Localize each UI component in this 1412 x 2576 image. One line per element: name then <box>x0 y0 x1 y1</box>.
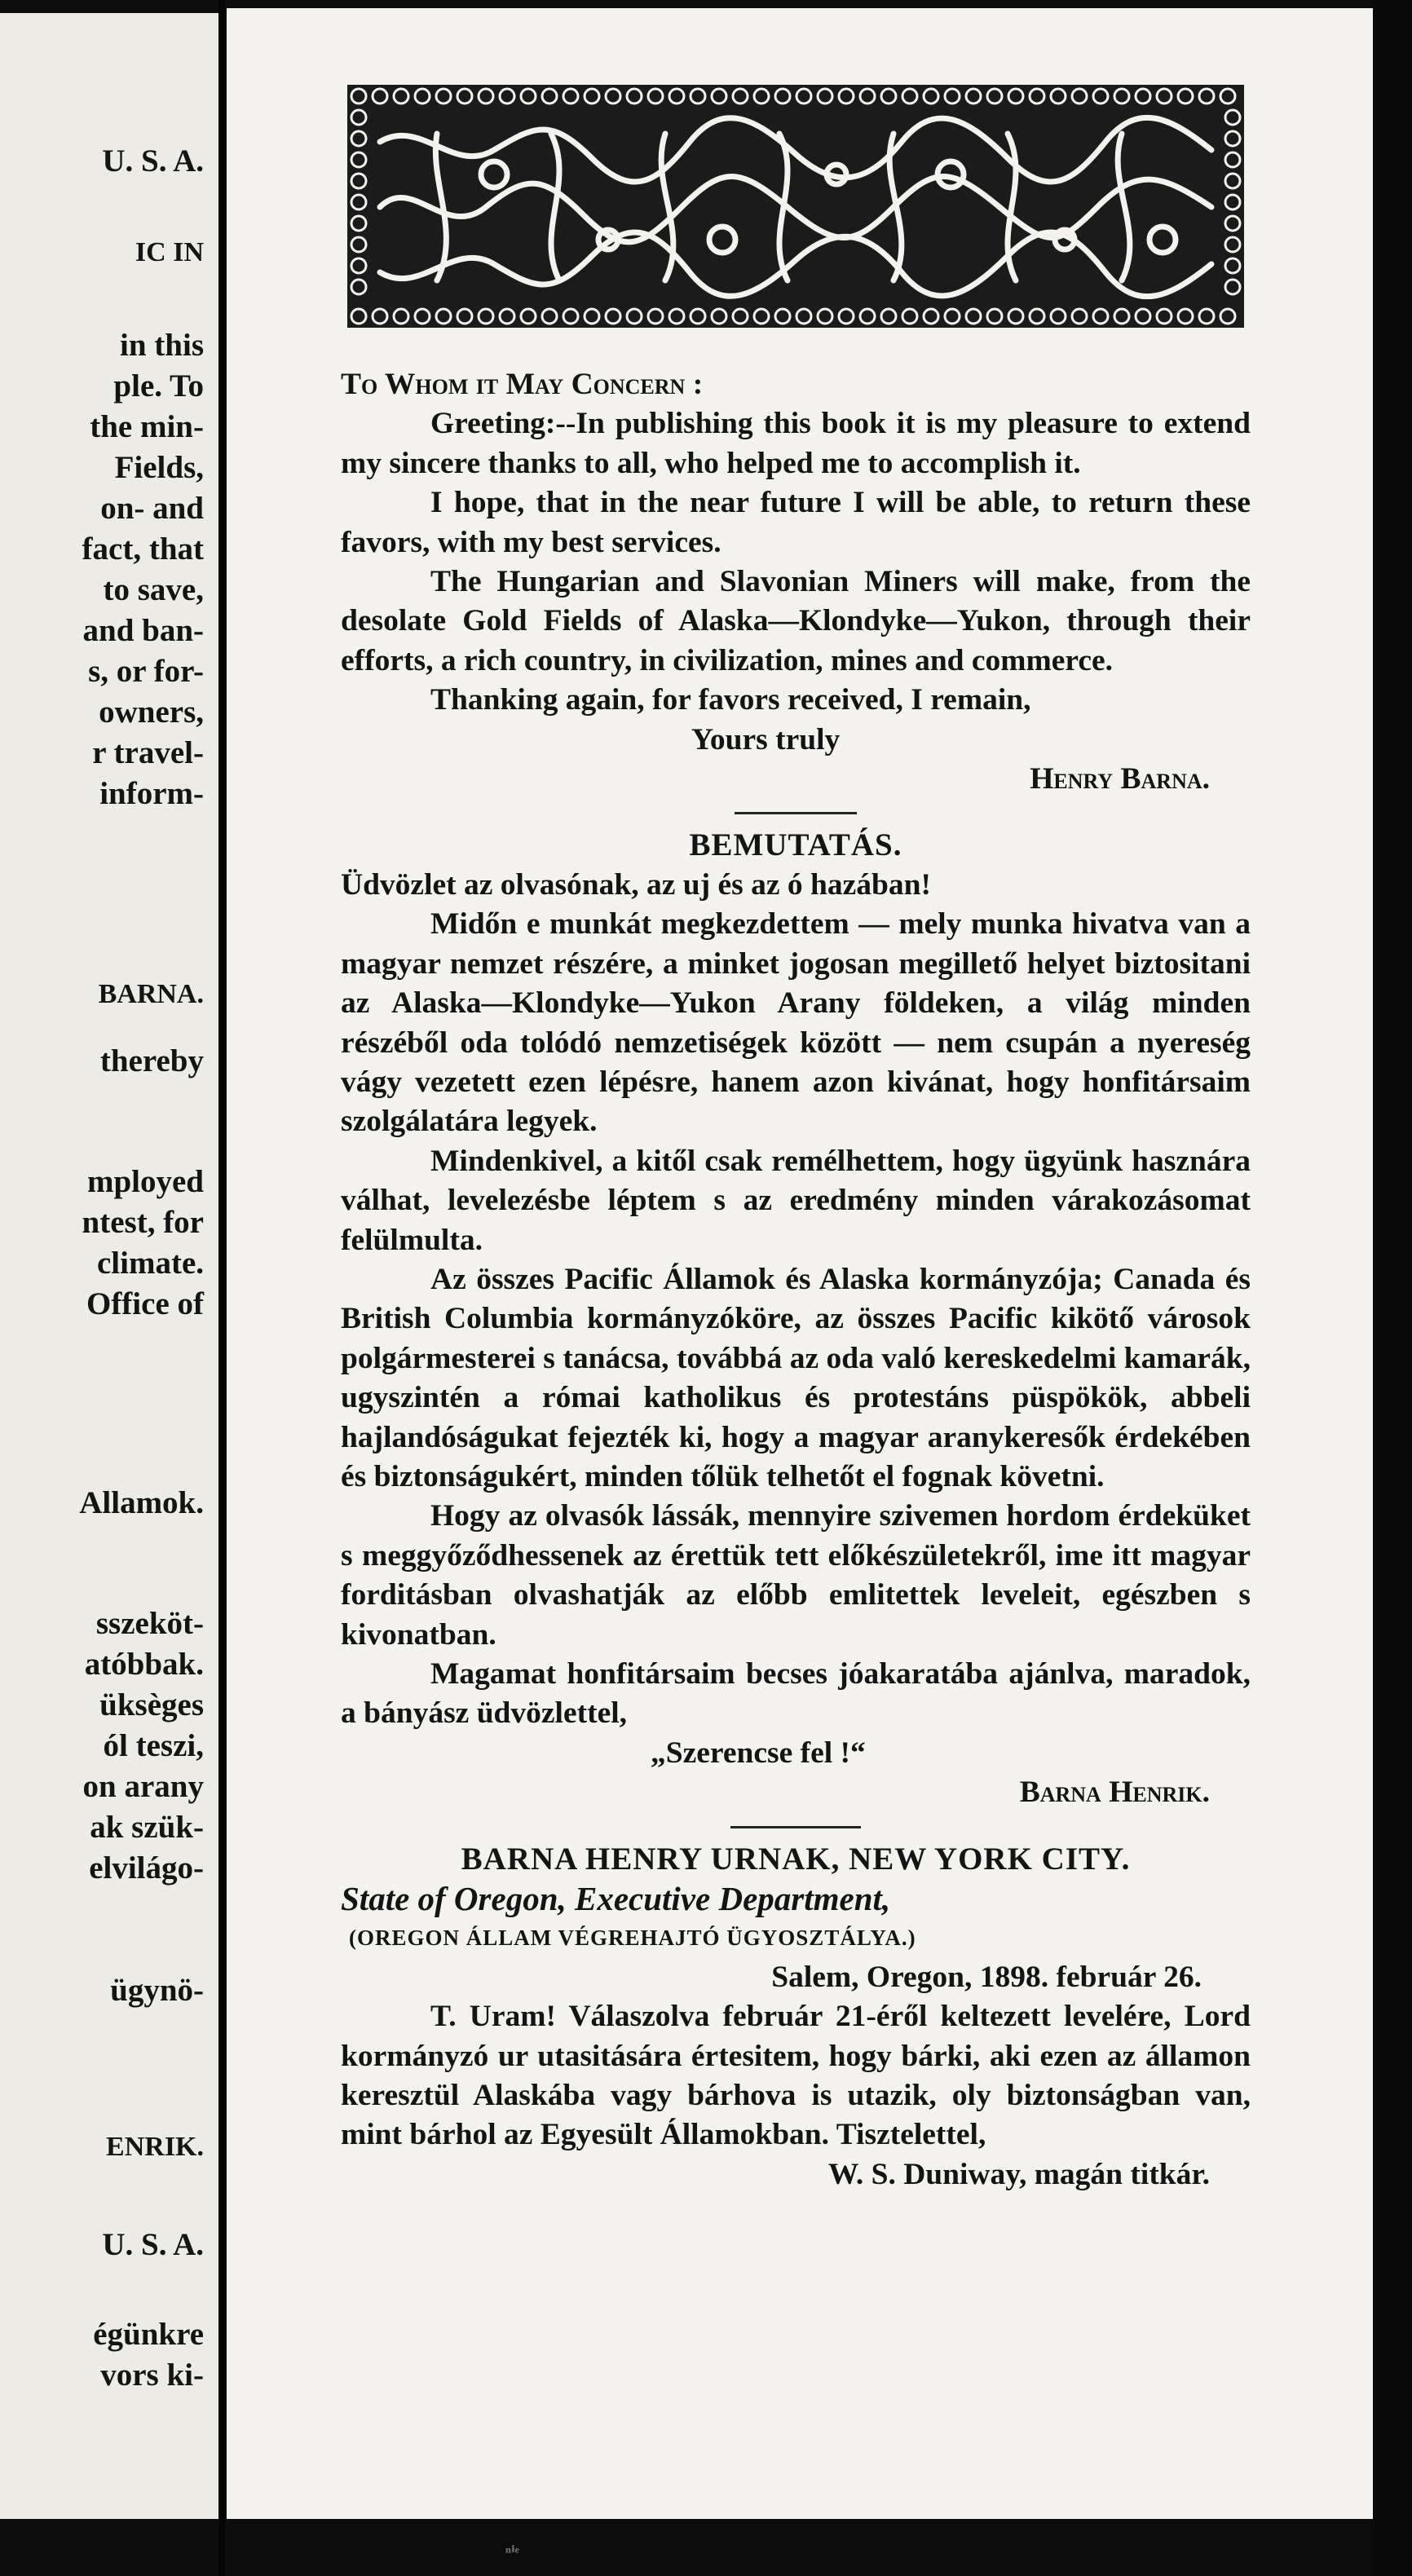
book-gutter <box>218 0 225 2576</box>
left-page-text-fragment: mployed <box>86 1164 204 1199</box>
left-page-text-fragment: thereby <box>99 1043 204 1078</box>
left-page-text-fragment: elvilágo- <box>89 1850 204 1886</box>
letter-salutation: To Whom it May Concern : <box>341 368 704 401</box>
letter-paragraph: Thanking again, for favors received, I remain, <box>430 683 1031 717</box>
left-page-text-fragment: atóbbak. <box>84 1647 204 1682</box>
left-page-text-fragment: to save, <box>103 572 204 607</box>
left-page-text-fragment: Office of <box>86 1286 204 1321</box>
left-page-text-fragment: inform- <box>99 776 204 811</box>
left-page-text-fragment: vors ki- <box>100 2358 204 2393</box>
letter-signature: W. S. Duniway, magán titkár. <box>827 2157 1210 2191</box>
body-paragraph: Az összes Pacific Államok és Alaska kormányzója; Canada és British Columbia kormányzóköre, az összes Pacific kikötő városok polgármesterei s tanácsa, továbbá az oda való kereskedelmi kamarák, ugyszintén a római katholikus és protestáns püspökök, abbeli hajlandóságukat fejezték ki, hogy a magyar aranykeresők érdekében és biztonságukért, minden tőlük telhetőt el fognak követni. <box>341 1262 1251 1493</box>
left-page-text-fragment: on arany <box>82 1769 204 1804</box>
left-page-text-fragment: and ban- <box>82 613 204 648</box>
letter-paragraph: The Hungarian and Slavonian Miners will make, from the desolate Gold Fields of Alaska—Klondyke—Yukon, through their efforts, a rich country, in civilization, mines and commerce. <box>341 565 1251 677</box>
body-paragraph: Hogy az olvasók lássák, mennyire szivemen hordom érdeküket s meggyőződhessenek az érettük tett előkészületekről, ime itt magyar forditásban olvashatják az előbb emlitettek leveleit, egészben s kivonatban. <box>341 1499 1251 1652</box>
letter-signature: Henry Barna. <box>1030 762 1210 796</box>
left-page-text-fragment: fact, that <box>82 532 204 567</box>
letter-body: T. Uram! Válaszolva február 21-éről keltezett levelére, Lord kormányzó ur utasitására értesitem, hogy bárki, aki ezen az államon keresztül Alaskába vagy bárhova is utazik, oly biztonságban van, mint bárhol az Egyesült Államokban. Tisztelettel, <box>341 2000 1251 2152</box>
left-page-fragment <box>0 13 218 2519</box>
left-page-text-fragment: Fields, <box>114 450 204 485</box>
letter-closing: Yours truly <box>691 722 841 756</box>
left-page-text-fragment: BARNA. <box>98 979 204 1009</box>
body-paragraph: Midőn e munkát megkezdettem — mely munka hivatva van a magyar nemzet részére, a minket jogosan megillető helyet biztositani az Alaska—Klondyke—Yukon Arany földeken, a világ minden részéből oda tolódó nemzetiségek között — nem csupán a nyereség vágy vezetett ezen lépésre, hanem azon kivánat, hogy honfitársaim szolgálatára legyek. <box>341 907 1251 1139</box>
left-page-text-fragment: owners, <box>99 695 204 730</box>
left-page-text-fragment: U. S. A. <box>102 2227 204 2262</box>
left-page-text-fragment: ügynö- <box>110 1973 204 2008</box>
left-page-text-fragment: ntest, for <box>82 1205 204 1240</box>
scan-mark: ⁿⁱᵉ <box>505 2543 519 2561</box>
letter-paragraph: I hope, that in the near future I will be able, to return these favors, with my best services. <box>341 486 1251 559</box>
left-page-text-fragment: climate. <box>96 1246 204 1281</box>
body-paragraph: Mindenkivel, a kitől csak remélhettem, hogy ügyünk hasznára válhat, levelezésbe léptem s az eredmény minden várakozásomat felülmulta. <box>341 1144 1251 1257</box>
left-page-text-fragment: ENRIK. <box>106 2132 204 2162</box>
left-page-text-fragment: s, or for- <box>88 654 204 689</box>
left-page-text-fragment: IC IN <box>135 237 204 267</box>
left-page-text-fragment: ak szük- <box>90 1810 204 1845</box>
decorative-header-ornament <box>347 85 1244 328</box>
greeting-line: Üdvözlet az olvasónak, az uj és az ó hazában! <box>341 867 931 902</box>
left-page-text-fragment: r travel- <box>92 735 204 770</box>
left-page-text-fragment: the min- <box>90 409 204 444</box>
left-page-text-fragment: ple. To <box>113 368 204 404</box>
left-page-text-fragment: ól teszi, <box>103 1728 204 1763</box>
section-divider <box>730 1826 861 1828</box>
left-page-text-fragment: U. S. A. <box>102 143 204 179</box>
section-divider <box>735 812 857 814</box>
left-page-text-fragment: égünkre <box>93 2317 204 2352</box>
letter-subheading: State of Oregon, Executive Department, <box>341 1880 891 1918</box>
letter-heading: BARNA HENRY URNAK, NEW YORK CITY. <box>461 1841 1131 1877</box>
section-heading: BEMUTATÁS. <box>689 827 902 863</box>
motto-line: „Szerencse fel !“ <box>651 1736 866 1770</box>
letter-subheading-translation: (OREGON ÁLLAM VÉGREHAJTÓ ÜGYOSZTÁLYA.) <box>349 1925 916 1951</box>
left-page-text-fragment: on- and <box>100 491 204 526</box>
left-page-text-fragment: in this <box>120 328 204 363</box>
scan-border <box>1373 0 1412 2576</box>
letter-dateline: Salem, Oregon, 1898. február 26. <box>771 1960 1202 1994</box>
left-page-text-fragment: üksèges <box>99 1687 204 1722</box>
left-page-text-fragment: Allamok. <box>79 1485 204 1520</box>
body-paragraph: Magamat honfitársaim becses jóakaratába ajánlva, maradok, a bányász üdvözlettel, <box>341 1657 1251 1731</box>
letter-paragraph: Greeting:--In publishing this book it is my pleasure to extend my sincere thanks to all, who helped me to accomplish it. <box>341 407 1251 480</box>
page-text <box>341 365 1251 2194</box>
left-page-text-fragment: sszeköt- <box>95 1606 204 1641</box>
section-signature: Barna Henrik. <box>1019 1775 1210 1810</box>
book-page <box>227 8 1373 2519</box>
